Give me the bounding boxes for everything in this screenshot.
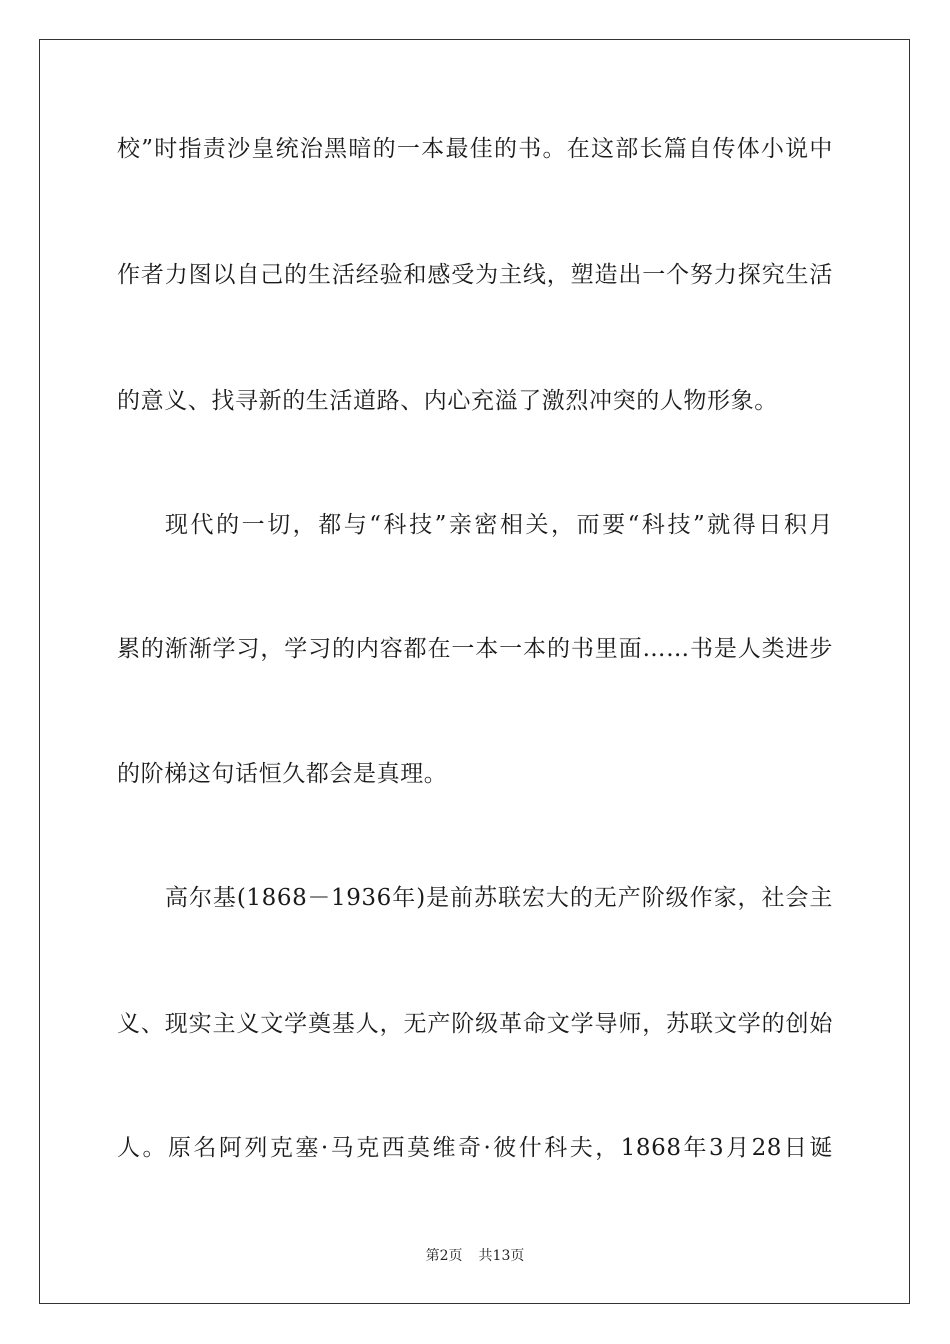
page-footer [0, 1246, 950, 1266]
body-line-2: 作者力图以自己的生活经验和感受为主线，塑造出一个努力探究生活 [117, 262, 833, 288]
body-line-4: 现代的一切，都与“科技”亲密相关，而要“科技”就得日积月 [165, 512, 833, 538]
body-line-8: 义、现实主义文学奠基人，无产阶级革命文学导师，苏联文学的创始 [117, 1011, 833, 1037]
body-line-9: 人。原名阿列克塞·马克西莫维奇·彼什科夫，1868年3月28日诞 [117, 1135, 833, 1161]
page-number: 第2页 [425, 1248, 463, 1264]
body-line-6: 的阶梯这句话恒久都会是真理。 [117, 761, 448, 787]
body-line-5: 累的渐渐学习，学习的内容都在一本一本的书里面……书是人类进步 [117, 636, 833, 662]
page-total: 共13页 [478, 1248, 525, 1264]
body-line-3: 的意义、找寻新的生活道路、内心充溢了激烈冲突的人物形象。 [117, 388, 778, 414]
body-line-1: 校”时指责沙皇统治黑暗的一本最佳的书。在这部长篇自传体小说中 [117, 136, 833, 162]
page-border [39, 39, 910, 1304]
body-line-7: 高尔基(1868－1936年)是前苏联宏大的无产阶级作家，社会主 [165, 885, 833, 911]
